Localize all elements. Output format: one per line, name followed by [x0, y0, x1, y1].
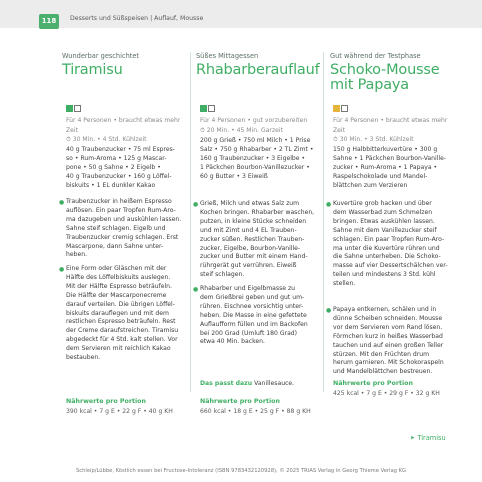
nutrition-title: Nährwerte pro Portion — [200, 398, 280, 405]
nutrition-values: 390 kcal • 7 g E • 22 g F • 40 g KH — [66, 408, 173, 415]
step-line: bringen. Etwas auskühlen lassen. — [333, 217, 435, 225]
step-line: rührgerät gut verrühren. Eiweiß — [200, 262, 297, 270]
copyright-footer: Schleip/Lübbe, Köstlich essen bei Fructose-Intoleranz (ISBN 9783432120928), © 2025 TRIAS Verlag in Georg Thieme Verlag KG — [75, 468, 407, 474]
meta-line: ⏱ 30 Min. • 4 Std. Kühlzeit — [66, 136, 147, 143]
header-band — [0, 0, 482, 28]
step-line: und mit Zimt und 4 EL Trauben- — [200, 226, 297, 234]
step-line: dem Servieren mit reichlich Kakao — [66, 345, 171, 353]
ingredient-list — [200, 137, 332, 182]
step-text — [66, 198, 198, 260]
step-line: Traubenzucker in heißem Espresso — [66, 198, 172, 205]
step-line: Hälfte des Löffelbiskuits auslegen. — [66, 273, 171, 281]
step-line: Mit der Hälfte Espresso beträufeln. — [66, 282, 172, 290]
recipe-title-line: Rhabarberauflauf — [196, 62, 320, 78]
step-line: putzen, in kleine Stücke schneiden — [200, 217, 307, 225]
suitability-box-empty — [208, 105, 215, 112]
step-line: stürzen. Mit den Früchten drum — [333, 350, 430, 358]
step-line: dünne Scheiben schneiden. Mousse — [333, 314, 443, 322]
step-bullet: ● — [326, 307, 332, 314]
suitability-box-filled — [333, 105, 340, 112]
step-line: darauf verteilen. Die übrigen Löffel- — [66, 300, 175, 308]
step-line: dem Grießbrei geben und gut um- — [200, 293, 305, 301]
suitability-badges — [333, 105, 349, 111]
ingredient-list — [66, 146, 198, 191]
step-line: etwa 40 Min. backen. — [200, 338, 265, 346]
step-line: Traubenzucker cremig schlagen. Erst — [66, 233, 179, 241]
step-bullet: ● — [59, 266, 65, 273]
step-line: Auflaufform füllen und im Backofen — [200, 320, 308, 328]
step-line: Sahne steif schlagen. Eigelb und — [66, 224, 166, 232]
step-line: Mascarpone, dann Sahne unter- — [66, 242, 164, 250]
step-line: Kochen bringen. Rhabarber waschen, — [200, 208, 315, 216]
step-line: bestauben. — [66, 354, 101, 362]
recipe-kicker: Gut während der Testphase — [330, 52, 421, 60]
step-line: die Sahne unterheben. Die Schoko- — [333, 253, 441, 261]
step-line: dem Wasserbad zum Schmelzen — [333, 208, 433, 216]
step-line: Die Hälfte der Mascarponecreme — [66, 291, 167, 299]
ingredient-line: 150 g Halbbitterkuvertüre • 300 g — [333, 146, 438, 153]
step-bullet: ● — [193, 286, 199, 293]
ingredient-line: Raspelschokolade und Mandel- — [333, 172, 428, 180]
ingredient-list — [333, 146, 465, 191]
recipe-title-line: mit Papaya — [330, 77, 409, 93]
step-line: und Mandelblättchen bestreuen. — [333, 368, 433, 376]
step-line: masse auf vier Dessertschälchen ver- — [333, 262, 448, 270]
meta-line: Zeit — [333, 126, 346, 134]
recipe-title-line: Tiramisu — [62, 62, 123, 78]
recipe-kicker: Süßes Mittagessen — [196, 52, 259, 60]
ingredient-line: 60 g Butter • 3 Eiweiß — [200, 172, 268, 180]
step-line: der Creme daraufstreichen. Tiramisu — [66, 327, 179, 335]
ingredient-line: biskuits • 1 EL dunkler Kakao — [66, 181, 156, 189]
step-line: ma dazugeben und auskühlen lassen. — [66, 215, 182, 223]
nutrition-title: Nährwerte pro Portion — [333, 380, 413, 387]
meta-line: Für 4 Personen • gut vorzubereiten — [200, 117, 308, 124]
meta-line: ⏱ 20 Min. • 45 Min. Garzeit — [200, 126, 283, 134]
step-line: biskuits darauflegen und mit dem — [66, 309, 169, 317]
recipe-meta — [66, 116, 200, 145]
step-line: abgedeckt für 4 Std. kalt stellen. Vor — [66, 336, 178, 344]
ingredient-line: 200 g Grieß • 750 ml Milch • 1 Prise — [200, 137, 311, 144]
step-line: teilen und mindestens 3 Std. kühl — [333, 271, 436, 279]
step-text — [200, 200, 332, 280]
step-line: herum garnieren. Mit Schokoraspeln — [333, 359, 444, 367]
ingredient-line: 1 Päckchen Bourbon-Vanillezucker • — [200, 163, 310, 171]
step-line: heben. — [66, 251, 88, 259]
step-line: Papaya entkernen, schälen und in — [333, 306, 437, 313]
step-line: Rhabarber und Eigelbmasse zu — [200, 285, 296, 292]
recipe-title-line: Schoko-Mousse — [330, 62, 440, 78]
ingredient-line: 40 g Traubenzucker • 75 ml Espres- — [66, 146, 175, 153]
recipe-meta — [200, 116, 334, 135]
recipe-title — [330, 63, 466, 93]
serving-suggestion-label: Das passt dazu — [200, 380, 253, 387]
page-number: 118 — [39, 14, 59, 29]
serving-suggestion — [200, 380, 332, 389]
meta-line: Für 4 Personen • braucht etwas mehr — [333, 117, 448, 124]
suitability-box-filled — [200, 105, 207, 112]
step-line: vor dem Servieren vom Rand lösen. — [333, 323, 443, 331]
meta-line: Für 4 Personen • braucht etwas mehr — [66, 117, 181, 124]
meta-line: ⏱ 30 Min. • 3 Std. Kühlzeit — [333, 136, 414, 143]
step-text — [66, 265, 198, 363]
ingredient-line: 40 g Traubenzucker • 160 g Löffel- — [66, 172, 172, 180]
step-line: zucker und Butter mit einem Hand- — [200, 253, 308, 261]
ingredient-line: 160 g Traubenzucker • 3 Eigelbe • — [200, 154, 306, 162]
suitability-box-filled — [66, 105, 73, 112]
step-line: restlichen Espresso beträufeln. Rest — [66, 318, 176, 326]
step-bullet: ● — [59, 199, 65, 206]
step-line: stellen. — [333, 280, 356, 288]
suitability-box-empty — [341, 105, 348, 112]
step-line: Eine Form oder Gläschen mit der — [66, 265, 167, 272]
ingredient-line: Salz • 750 g Rhabarber • 2 TL Zimt • — [200, 145, 314, 153]
cross-reference-link[interactable]: ⯈ Tiramisu — [410, 434, 446, 442]
suitability-box-empty — [74, 105, 81, 112]
step-line: zucker, Eigelbe, Bourbon-Vanille- — [200, 244, 301, 252]
step-line: auflösen. Ein paar Tropfen Rum-Aro- — [66, 206, 176, 214]
serving-suggestion-text: Vanillesauce. — [254, 380, 295, 387]
step-line: steif schlagen. — [200, 271, 245, 279]
step-line: Förmchen kurz in heißes Wasserbad — [333, 332, 443, 340]
recipe-meta — [333, 116, 467, 145]
recipe-title — [62, 63, 198, 78]
suitability-badges — [200, 105, 216, 111]
meta-line: Zeit — [66, 126, 79, 134]
step-line: heben. Die Masse in eine gefettete — [200, 311, 307, 319]
step-line: zucker süßen. Restlichen Trauben- — [200, 235, 305, 243]
step-text — [333, 306, 465, 377]
ingredient-line: Sahne • 1 Päckchen Bourbon-Vanille- — [333, 154, 447, 162]
ingredient-line: so • Rum-Aroma • 125 g Mascar- — [66, 154, 167, 162]
step-line: schlagen. Ein paar Tropfen Rum-Aro- — [333, 235, 445, 243]
nutrition-title: Nährwerte pro Portion — [66, 398, 146, 405]
step-text — [200, 285, 332, 347]
step-bullet: ● — [193, 201, 199, 208]
ingredient-line: zucker • Rum-Aroma • 1 Papaya • — [333, 163, 438, 171]
running-header: Desserts und Süßspeisen | Auflauf, Mousse — [70, 15, 204, 22]
step-line: Sahne mit dem Vanillezucker steif — [333, 226, 437, 234]
suitability-badges — [66, 105, 82, 111]
step-line: Grieß, Milch und etwas Salz zum — [200, 200, 300, 207]
step-line: bei 200 Grad (Umluft 180 Grad) — [200, 329, 298, 337]
ingredient-line: blättchen zum Verzieren — [333, 181, 408, 189]
recipe-title — [196, 63, 332, 78]
nutrition-values: 425 kcal • 7 g E • 29 g F • 32 g KH — [333, 390, 440, 397]
step-text — [333, 200, 465, 289]
ingredient-line: pone • 50 g Sahne • 2 Eigelb • — [66, 163, 161, 171]
recipe-kicker: Wunderbar geschichtet — [62, 52, 139, 60]
step-line: tauchen und auf einen großen Teller — [333, 341, 444, 349]
step-line: ma unter die Kuvertüre rühren und — [333, 244, 440, 252]
step-line: Kuvertüre grob hacken und über — [333, 200, 432, 207]
step-line: rühren. Eischnee vorsichtig unter- — [200, 302, 304, 310]
nutrition-values: 660 kcal • 18 g E • 25 g F • 88 g KH — [200, 408, 311, 415]
step-bullet: ● — [326, 201, 332, 208]
